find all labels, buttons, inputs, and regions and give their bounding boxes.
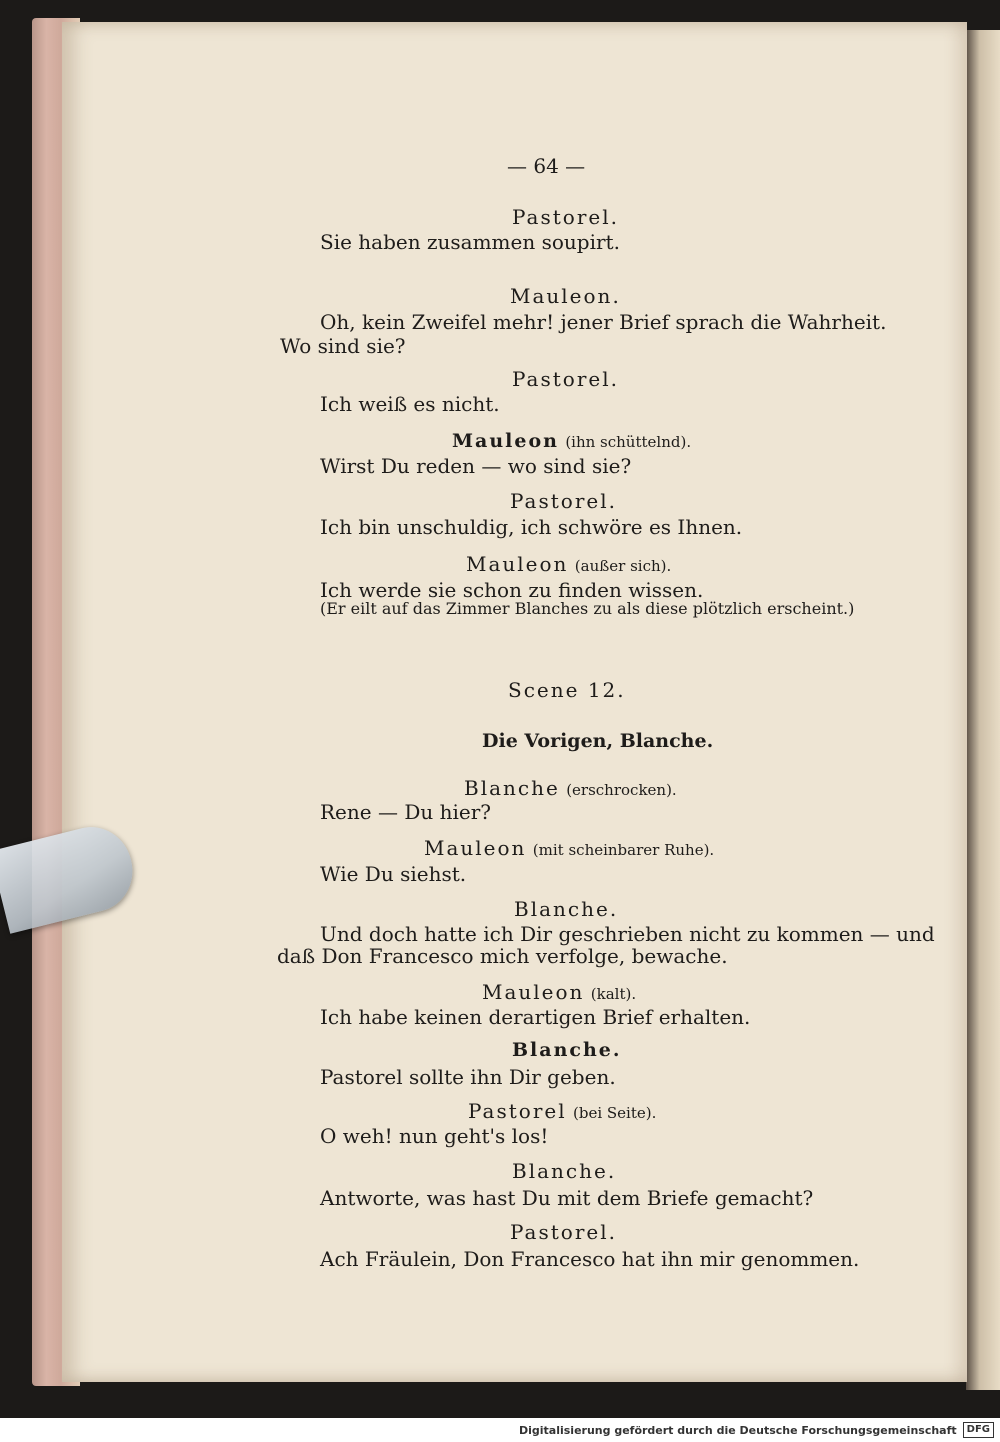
speech-line: Sie haben zusammen soupirt.	[320, 230, 620, 254]
speaker-line	[482, 980, 636, 1004]
stage-direction: (ihn schüttelnd).	[565, 433, 692, 451]
scene-cast-heading: Die Vorigen, Blanche.	[482, 730, 714, 752]
stage-direction: (kalt).	[590, 985, 637, 1003]
speaker-line	[466, 552, 671, 576]
scene-title: Scene 12.	[508, 678, 626, 702]
facing-page-edge	[966, 30, 1000, 1390]
speaker-line: Pastorel.	[512, 367, 619, 391]
speaker-name: Mauleon	[482, 980, 585, 1004]
speech-line: Und doch hatte ich Dir geschrieben nicht zu kommen — und	[320, 922, 935, 946]
speech-line: Antworte, was hast Du mit dem Briefe gemacht?	[320, 1186, 814, 1210]
page-number: — 64 —	[507, 154, 586, 178]
stage-direction: (bei Seite).	[572, 1104, 657, 1122]
speaker-name: Mauleon	[452, 430, 559, 452]
speaker-name: Blanche	[464, 776, 560, 800]
speech-line: O weh! nun geht's los!	[320, 1124, 549, 1148]
speech-line: Wo sind sie?	[280, 334, 406, 358]
speech-line: daß Don Francesco mich verfolge, bewache.	[277, 944, 728, 968]
speaker-name: Mauleon	[466, 552, 569, 576]
speech-line: Ich weiß es nicht.	[320, 392, 500, 416]
speech-line: Ich habe keinen derartigen Brief erhalten.	[320, 1005, 751, 1029]
speech-line: Oh, kein Zweifel mehr! jener Brief sprach die Wahrheit.	[320, 310, 887, 334]
speaker-line: Mauleon.	[510, 284, 621, 308]
speaker-line: Pastorel.	[512, 205, 619, 229]
speech-line: Wie Du siehst.	[320, 862, 467, 886]
speaker-line	[452, 428, 691, 452]
speech-line: Ich werde sie schon zu finden wissen.	[320, 578, 704, 602]
speaker-name: Pastorel	[468, 1099, 567, 1123]
speech-line: Ich bin unschuldig, ich schwöre es Ihnen.	[320, 515, 743, 539]
speech-line: Ach Fräulein, Don Francesco hat ihn mir genommen.	[320, 1247, 860, 1271]
stage-direction: (mit scheinbarer Ruhe).	[532, 841, 715, 859]
speech-line: Pastorel sollte ihn Dir geben.	[320, 1065, 616, 1089]
page-text	[62, 22, 967, 1382]
speaker-line	[464, 776, 677, 800]
speech-line: Wirst Du reden — wo sind sie?	[320, 454, 632, 478]
stage-direction: (erschrocken).	[566, 781, 677, 799]
footer-bar	[0, 1418, 1000, 1442]
speaker-line: Blanche.	[512, 1159, 617, 1183]
speaker-line	[468, 1099, 656, 1123]
book-page	[62, 22, 967, 1382]
speaker-line	[424, 836, 714, 860]
speaker-line: Blanche.	[512, 1039, 622, 1061]
stage-direction-line: (Er eilt auf das Zimmer Blanches zu als diese plötzlich erscheint.)	[320, 599, 855, 618]
dfg-logo: DFG	[963, 1422, 994, 1438]
speech-line: Rene — Du hier?	[320, 800, 491, 824]
footer-credit: Digitalisierung gefördert durch die Deutsche Forschungsgemeinschaft	[518, 1423, 957, 1437]
stage-direction: (außer sich).	[574, 557, 672, 575]
speaker-line: Pastorel.	[510, 489, 617, 513]
speaker-line: Pastorel.	[510, 1220, 617, 1244]
speaker-line: Blanche.	[514, 897, 619, 921]
speaker-name: Mauleon	[424, 836, 527, 860]
